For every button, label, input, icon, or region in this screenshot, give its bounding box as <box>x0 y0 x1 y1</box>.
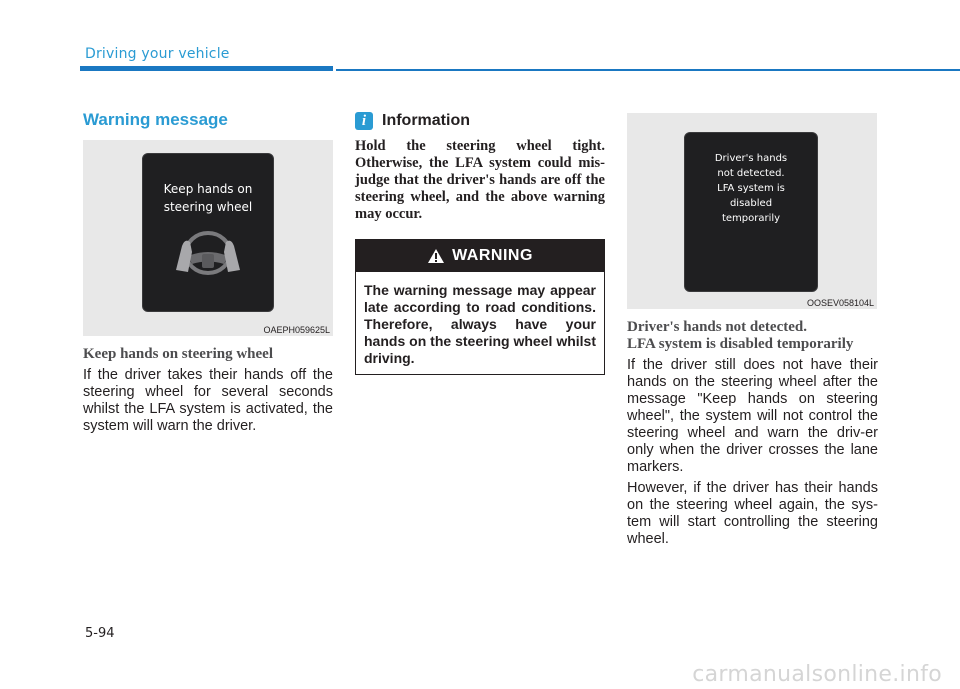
header-rule-thick <box>80 66 333 71</box>
information-text: Hold the steering wheel tight. Otherwise, the LFA system could mis-judge that the driver's hands are off the steering wheel, and the above warning may occur. <box>355 138 605 222</box>
middle-column <box>355 108 605 375</box>
display-message: Keep hands on steering wheel <box>163 182 253 214</box>
information-title: Information <box>382 112 470 129</box>
sub-heading: Keep hands on steering wheel <box>83 346 274 362</box>
watermark: carmanualsonline.info <box>692 662 942 687</box>
information-header <box>355 112 605 130</box>
warning-text: The warning message may appear late according to road conditions. Therefore, always have your hands on the steering wheel whilst driving. <box>364 282 596 366</box>
steering-wheel-hands-icon <box>174 226 242 278</box>
body-paragraph: However, if the driver has their hands on the steering wheel again, the sys-tem will start controlling the steering wheel. <box>627 480 878 547</box>
warning-box <box>355 239 605 375</box>
header-title: Driving your vehicle <box>85 46 230 62</box>
warning-triangle-icon <box>427 248 445 264</box>
figure-code: OOSEV058104L <box>806 298 874 308</box>
warning-bar <box>356 240 604 272</box>
warning-title: WARNING <box>452 247 533 264</box>
display-message: Driver's hands not detected. LFA system is disabled temporarily <box>714 153 788 224</box>
right-column <box>627 108 878 548</box>
header-rule-thin <box>336 69 960 71</box>
body-paragraph: If the driver still does not have their hands on the steering wheel after the message "Keep hands on steering wheel", the system will not control the steering wheel and warn the driv-er only when the driver crosses the lane markers. <box>627 357 878 475</box>
cluster-display <box>142 153 274 312</box>
sub-heading: Driver's hands not detected. LFA system is disabled temporarily <box>627 319 854 352</box>
page-number: 5-94 <box>85 626 115 641</box>
body-paragraph: If the driver takes their hands off the steering wheel for several seconds whilst the LFA system is activated, the system will warn the driver. <box>83 367 333 434</box>
section-heading: Warning message <box>83 110 228 129</box>
figure-code: OAEPH059625L <box>263 325 330 335</box>
left-column <box>83 108 333 435</box>
disabled-figure <box>627 113 877 309</box>
warning-figure <box>83 140 333 336</box>
info-icon: i <box>355 112 373 130</box>
cluster-display <box>684 132 818 292</box>
